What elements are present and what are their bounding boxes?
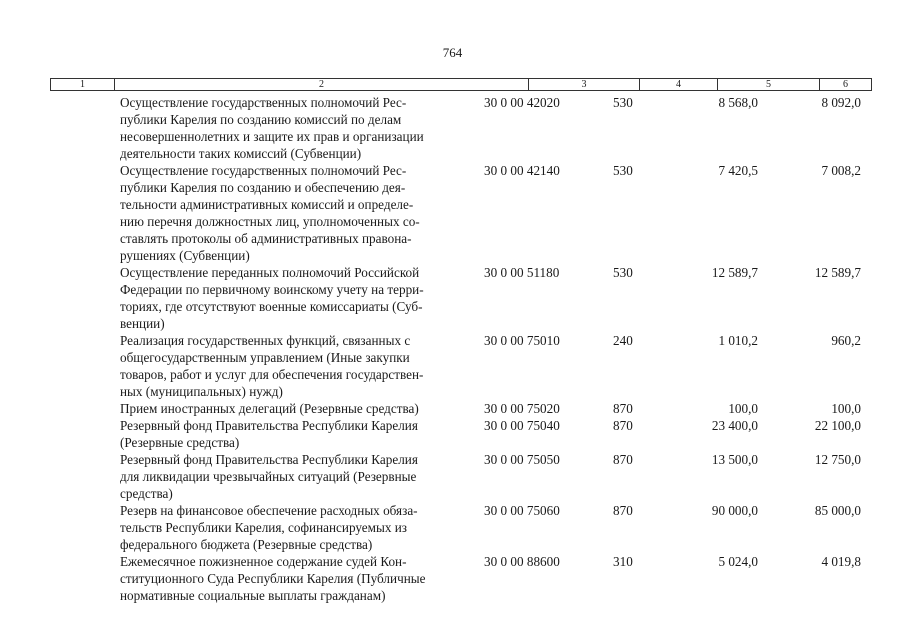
page-number: 764: [442, 45, 463, 60]
row-value-col6: 7 008,2: [821, 163, 861, 178]
row-code: 30 0 00 75020: [484, 401, 560, 416]
row-description: Резерв на финансовое обеспечение расходных обяза- тельств Республики Карелия, софинансируемых из федерального бюджета (Резервные средства): [120, 503, 418, 552]
row-code: 30 0 00 51180: [484, 265, 560, 280]
table-row: [0, 162, 905, 264]
row-value-col5: 8 568,0: [718, 95, 758, 110]
row-code: 30 0 00 75050: [484, 452, 560, 467]
header-col-2: 2: [114, 79, 528, 90]
header-col-4: 4: [639, 79, 717, 90]
table-row: [0, 400, 905, 417]
row-expense-type: 310: [613, 554, 633, 569]
row-description: Осуществление государственных полномочий Рес- публики Карелия по созданию и обеспечению дея- тельности административных комиссий и определе- нию перечня должностных лиц, уполномоченных со- ставлять протоколы об административных правона- рушениях (Субвенции): [120, 163, 420, 263]
row-value-col6: 100,0: [831, 401, 861, 416]
header-col-6: 6: [819, 79, 872, 90]
row-value-col5: 100,0: [728, 401, 758, 416]
row-value-col5: 5 024,0: [718, 554, 758, 569]
row-description: Осуществление государственных полномочий Рес- публики Карелия по созданию комиссий по делам несовершеннолетних и защите их прав и организации деятельности таких комиссий (Субвенции): [120, 95, 424, 161]
row-code: 30 0 00 75010: [484, 333, 560, 348]
row-description: Резервный фонд Правительства Республики Карелия (Резервные средства): [120, 418, 418, 450]
row-description: Прием иностранных делегаций (Резервные средства): [120, 401, 419, 416]
row-value-col6: 4 019,8: [821, 554, 861, 569]
row-description: Осуществление переданных полномочий Российской Федерации по первичному воинскому учету на терри- ториях, где отсутствуют военные комиссариаты (Суб- венции): [120, 265, 424, 331]
header-col-5: 5: [717, 79, 819, 90]
row-description: Резервный фонд Правительства Республики Карелия для ликвидации чрезвычайных ситуаций (Резервные средства): [120, 452, 418, 501]
row-code: 30 0 00 88600: [484, 554, 560, 569]
row-value-col5: 13 500,0: [711, 452, 758, 467]
row-value-col6: 22 100,0: [814, 418, 861, 433]
row-value-col6: 12 750,0: [814, 452, 861, 467]
row-expense-type: 870: [613, 452, 633, 467]
table-header: [50, 78, 872, 91]
row-expense-type: 530: [613, 265, 633, 280]
row-code: 30 0 00 75060: [484, 503, 560, 518]
row-value-col5: 23 400,0: [711, 418, 758, 433]
row-value-col5: 1 010,2: [718, 333, 758, 348]
header-col-3: 3: [528, 79, 639, 90]
row-value-col6: 960,2: [831, 333, 861, 348]
row-value-col5: 7 420,5: [718, 163, 758, 178]
table-row: [0, 94, 905, 162]
table-row: [0, 451, 905, 502]
row-code: 30 0 00 42020: [484, 95, 560, 110]
row-value-col5: 12 589,7: [711, 265, 758, 280]
table-row: [0, 553, 905, 604]
row-code: 30 0 00 42140: [484, 163, 560, 178]
row-code: 30 0 00 75040: [484, 418, 560, 433]
row-expense-type: 870: [613, 503, 633, 518]
row-value-col5: 90 000,0: [711, 503, 758, 518]
row-expense-type: 530: [613, 95, 633, 110]
table-row: [0, 332, 905, 400]
row-description: Ежемесячное пожизненное содержание судей Кон- ституционного Суда Республики Карелия (Публичные нормативные социальные выплаты гражданам): [120, 554, 426, 603]
row-expense-type: 530: [613, 163, 633, 178]
row-value-col6: 85 000,0: [814, 503, 861, 518]
header-col-1: 1: [50, 79, 114, 90]
table-body: [0, 94, 905, 604]
row-expense-type: 870: [613, 418, 633, 433]
row-expense-type: 870: [613, 401, 633, 416]
table-row: [0, 417, 905, 451]
row-value-col6: 8 092,0: [821, 95, 861, 110]
row-expense-type: 240: [613, 333, 633, 348]
row-description: Реализация государственных функций, связанных с общегосударственным управлением (Иные закупки товаров, работ и услуг для обеспечения государствен- ных (муниципальных) нужд): [120, 333, 424, 399]
row-value-col6: 12 589,7: [814, 265, 861, 280]
table-row: [0, 502, 905, 553]
table-row: [0, 264, 905, 332]
